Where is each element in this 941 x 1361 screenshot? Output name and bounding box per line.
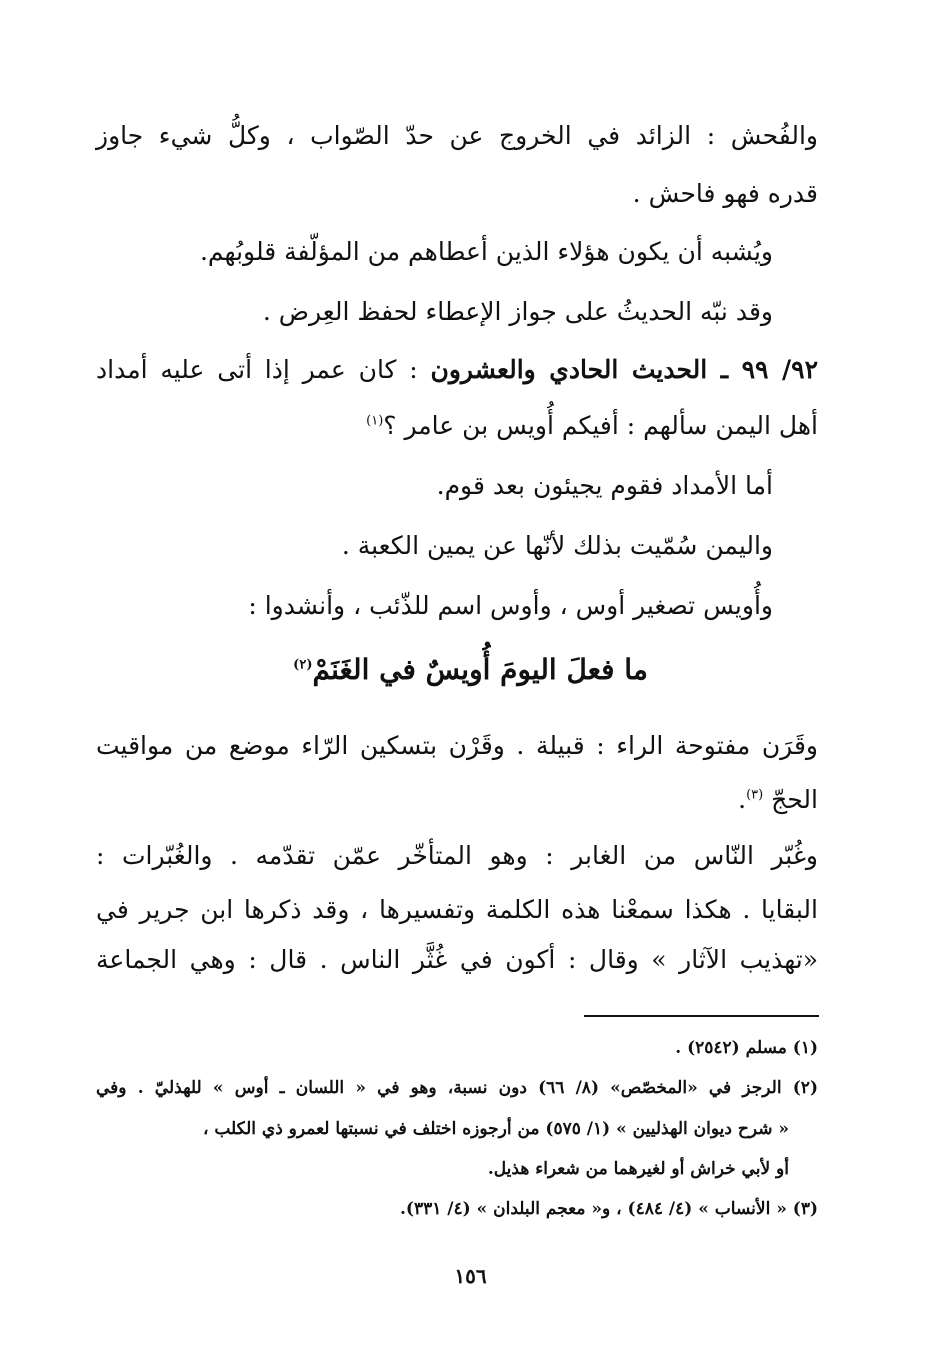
body-line-nabbah: وقد نبّه الحديثُ على جواز الإعطاء لحفظ العِرض . bbox=[262, 297, 773, 326]
footnote-2-line-3: أو لأبي خراش أو لغيرهما من شعراء هذيل. bbox=[487, 1159, 789, 1179]
body-line-ghubbar-3: «تهذيب الآثار » وقال : أكون في غُثَّر الناس . قال : وهي الجماعة bbox=[96, 945, 818, 974]
hadith-line-1 bbox=[96, 354, 818, 386]
hajj-period: . bbox=[738, 785, 747, 814]
body-line-uways: وأُويس تصغير أوس ، وأوس اسم للذّئب ، وأنشدوا : bbox=[248, 591, 773, 620]
body-line-fuhsh: والفُحش : الزائد في الخروج عن حدّ الصّواب ، وكلُّ شيء جاوز bbox=[96, 121, 818, 150]
page-number: ١٥٦ bbox=[454, 1264, 487, 1288]
footnote-marker-2: (٢) bbox=[293, 657, 313, 673]
hajj-text: الحجّ bbox=[771, 785, 818, 814]
footnote-2-line-1: (٢) الرجز في «المخصّص» (٨/ ٦٦) دون نسبة، وهو في « اللسان ـ أوس » للهذليّ . وفي bbox=[96, 1078, 818, 1098]
verse-text: ما فعلَ اليومَ أُويسٌ في الغَنَمْ bbox=[312, 653, 648, 686]
body-line-yaman: واليمن سُمّيت بذلك لأنّها عن يمين الكعبة . bbox=[341, 531, 773, 560]
hadith-text-2: أهل اليمن سألهم : أفيكم أُويس بن عامر ؟ bbox=[383, 411, 818, 440]
body-line-ghubbar-1: وغُبّر النّاس من الغابر : وهو المتأخّر عمّن تقدّمه . والغُبّرات : bbox=[96, 841, 818, 870]
body-line-qadrihi: قدره فهو فاحش . bbox=[632, 179, 818, 208]
body-line-ghubbar-2: البقايا . هكذا سمعْنا هذه الكلمة وتفسيرها ، وقد ذكرها ابن جرير في bbox=[96, 895, 818, 924]
hadith-text-1: : كان عمر إذا أتى عليه أمداد bbox=[96, 355, 418, 384]
body-line-qaran-1: وقَرَن مفتوحة الراء : قبيلة . وقَرْن بتسكين الرّاء موضع من مواقيت bbox=[96, 731, 818, 760]
footnote-1: (١) مسلم (٢٥٤٢) . bbox=[675, 1038, 818, 1058]
body-line-yushbih: ويُشبه أن يكون هؤلاء الذين أعطاهم من المؤلّفة قلوبُهم. bbox=[199, 237, 773, 266]
footnote-marker-3: (٣) bbox=[746, 787, 764, 803]
hadith-line-2 bbox=[366, 410, 818, 442]
body-line-amdad: أما الأمداد فقوم يجيئون بعد قوم. bbox=[436, 471, 773, 500]
footnote-marker-1: (١) bbox=[366, 413, 384, 429]
footnote-3: (٣) « الأنساب » (٤/ ٤٨٤) ، و« معجم البلدان » (٤/ ٣٣١). bbox=[400, 1199, 818, 1219]
hadith-heading: ٩٢/ ٩٩ ـ الحديث الحادي والعشرون bbox=[430, 355, 818, 384]
body-line-qaran-2 bbox=[738, 784, 818, 816]
footnote-separator bbox=[584, 1015, 819, 1017]
footnote-2-line-2: « شرح ديوان الهذليين » (١/ ٥٧٥) من أرجوزه اختلف في نسبتها لعمرو ذي الكلب ، bbox=[202, 1119, 789, 1139]
verse-line bbox=[0, 652, 941, 688]
